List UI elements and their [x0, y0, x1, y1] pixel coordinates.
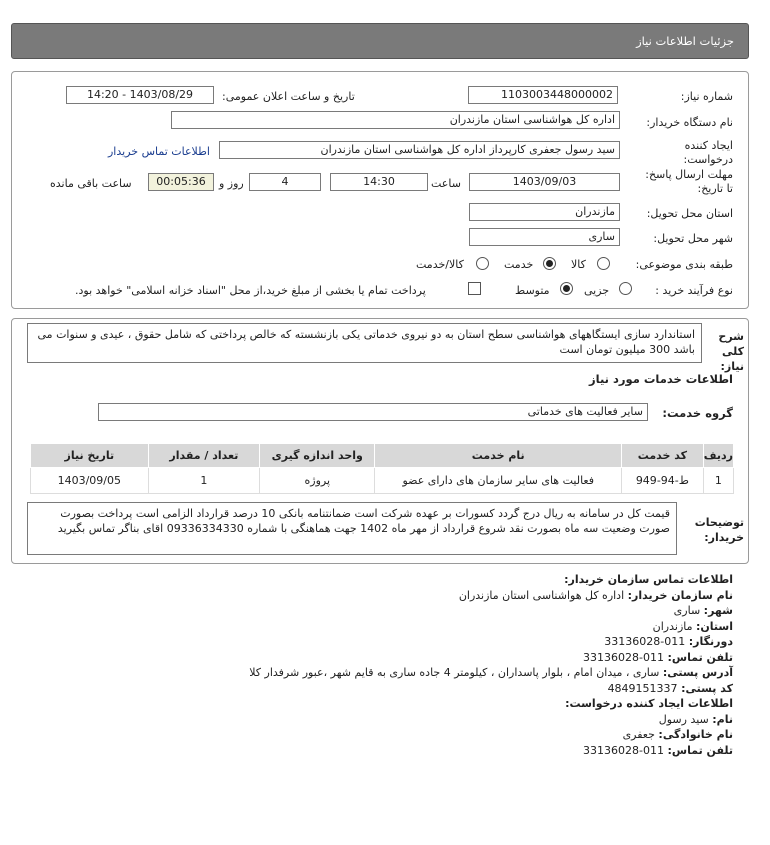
page-title: جزئیات اطلاعات نیاز	[636, 34, 734, 48]
col-unit: واحد اندازه گیری	[260, 444, 375, 468]
creator-phone-line	[33, 743, 733, 759]
contact-title-line	[33, 572, 733, 588]
contact-phone: 011-33136028	[583, 650, 665, 664]
services-table	[30, 443, 734, 494]
contact-city-label: شهر:	[703, 604, 733, 617]
deadline-time-field[interactable]: 14:30	[330, 173, 428, 191]
page-header	[11, 23, 749, 59]
creator-label-2: درخواست:	[683, 153, 733, 166]
contact-phone-label: تلفن تماس:	[667, 650, 733, 664]
service-group-field[interactable]: سایر فعالیت های خدماتی	[98, 403, 648, 421]
services-table-wrap	[30, 443, 734, 494]
category-radio-goods[interactable]	[597, 257, 610, 270]
buyer-notes-text: قیمت کل در سامانه به ریال درج گردد کسورات بر عهده شرکت است ضمانتنامه بانکی 10 درصد قرارداد الزامی است پرداخت بصورت صورت وضعیت سه ماه بصورت نقد شروع قرارداد از مهر ماه 1402 جهت هماهنگی با شماره 09336334330 اقای بناگر تماس بگیرید	[27, 502, 677, 555]
contact-fax-label: دورنگار:	[688, 635, 733, 648]
creator-field[interactable]: سید رسول جعفری کارپرداز اداره کل هواشناسی استان مازندران	[219, 141, 620, 159]
contact-city: ساری	[673, 604, 701, 617]
col-name: نام خدمت	[375, 444, 622, 468]
process-radio-medium[interactable]	[560, 282, 573, 295]
need-number-label: شماره نیاز:	[680, 90, 733, 103]
col-code: کد خدمت	[621, 444, 703, 468]
services-section-title: اطلاعات خدمات مورد نیاز	[589, 372, 733, 386]
cell-qty: 1	[148, 468, 259, 494]
process-radio-minor[interactable]	[619, 282, 632, 295]
contact-postal-line	[33, 681, 733, 697]
province-field[interactable]: مازندران	[469, 203, 620, 221]
description-text: استاندارد سازی ایستگاههای هواشناسی سطح استان به دو نیروی خدماتی یکی بازنشسته که خالص پرداختی که شامل حقوق ، عیدی و سنوات می باشد 300 میلیون تومان است	[27, 323, 702, 363]
province-label: استان محل تحویل:	[646, 207, 733, 220]
creator-title: اطلاعات ایجاد کننده درخواست:	[565, 697, 733, 710]
creator-family-line	[33, 727, 733, 743]
table-row[interactable]	[31, 468, 734, 494]
buyer-org-label: نام دستگاه خریدار:	[646, 116, 733, 129]
creator-name-line	[33, 712, 733, 728]
creator-name: سید رسول	[658, 712, 709, 726]
table-header-row	[31, 444, 734, 468]
need-number-field[interactable]: 1103003448000002	[468, 86, 618, 104]
creator-phone-label: تلفن تماس:	[667, 743, 733, 757]
remaining-time-field: 00:05:36	[148, 173, 214, 191]
cell-date: 1403/09/05	[31, 468, 149, 494]
deadline-label-2: تا تاریخ:	[697, 182, 733, 195]
contact-address-label: آدرس پستی:	[662, 666, 733, 679]
contact-org-line	[33, 588, 733, 604]
creator-family-label: نام خانوادگی:	[658, 728, 733, 741]
deadline-time-label: ساعت	[431, 177, 461, 190]
contact-org-label: نام سازمان خریدار:	[627, 588, 733, 602]
contact-fax-line	[33, 634, 733, 650]
announce-field[interactable]: 1403/08/29 - 14:20	[66, 86, 214, 104]
contact-org: اداره کل هواشناسی استان مازندران	[458, 588, 625, 602]
col-qty: تعداد / مقدار	[148, 444, 259, 468]
contact-province: مازندران	[652, 619, 693, 633]
contact-province-line	[33, 619, 733, 635]
treasury-payment-checkbox[interactable]	[468, 282, 481, 295]
creator-title-line	[33, 696, 733, 712]
creator-family: جعفری	[622, 728, 655, 741]
creator-name-label: نام:	[712, 712, 733, 726]
service-group-label: گروه خدمت:	[662, 406, 733, 420]
cell-unit: پروژه	[260, 468, 375, 494]
buyer-contact-link[interactable]: اطلاعات تماس خریدار	[108, 145, 210, 158]
days-field: 4	[249, 173, 321, 191]
cell-row: 1	[703, 468, 733, 494]
category-label: طبقه بندی موضوعی:	[635, 258, 733, 271]
category-radio-service[interactable]	[543, 257, 556, 270]
creator-label-1: ایجاد کننده	[684, 139, 733, 152]
contact-phone-line	[33, 650, 733, 666]
category-service-label: خدمت	[504, 258, 534, 271]
category-radio-goods-service[interactable]	[476, 257, 489, 270]
process-label: نوع فرآیند خرید :	[655, 284, 733, 297]
announce-label: تاریخ و ساعت اعلان عمومی:	[222, 90, 355, 103]
contact-postal: 4849151337	[607, 681, 678, 695]
col-date: تاریخ نیاز	[31, 444, 149, 468]
contact-fax: 011-33136028	[604, 635, 686, 648]
description-label: شرح کلی نیاز:	[718, 330, 744, 373]
treasury-payment-note: پرداخت تمام یا بخشی از مبلغ خرید،از محل "اسناد خزانه اسلامی" خواهد بود.	[75, 284, 426, 297]
category-goods-service-label: کالا/خدمت	[416, 258, 464, 271]
cell-code: ط-94-949	[621, 468, 703, 494]
remaining-label: ساعت باقی مانده	[50, 177, 132, 190]
contact-info	[33, 572, 733, 758]
category-goods-label: کالا	[571, 258, 586, 271]
col-row: ردیف	[703, 444, 733, 468]
contact-address: ساری ، میدان امام ، بلوار پاسداران ، کیلومتر 4 جاده ساری به قایم شهر ،عبور شرفدار کلا	[249, 666, 660, 679]
cell-name: فعالیت های سایر سازمان های دارای عضو	[375, 468, 622, 494]
days-label: روز و	[219, 177, 244, 190]
city-label: شهر محل تحویل:	[653, 232, 733, 245]
buyer-org-field[interactable]: اداره کل هواشناسی استان مازندران	[171, 111, 620, 129]
creator-phone: 011-33136028	[583, 743, 665, 757]
city-field[interactable]: ساری	[469, 228, 620, 246]
contact-province-label: استان:	[696, 619, 733, 633]
process-minor-label: جزیی	[584, 284, 610, 297]
contact-title: اطلاعات تماس سازمان خریدار:	[564, 573, 733, 586]
contact-city-line	[33, 603, 733, 619]
contact-address-line	[33, 665, 733, 681]
buyer-notes-label: توضیحات خریدار:	[694, 516, 744, 544]
process-medium-label: متوسط	[515, 284, 550, 297]
deadline-date-field[interactable]: 1403/09/03	[469, 173, 620, 191]
contact-postal-label: کد پستی:	[681, 681, 733, 695]
deadline-label-1: مهلت ارسال پاسخ:	[645, 168, 733, 181]
